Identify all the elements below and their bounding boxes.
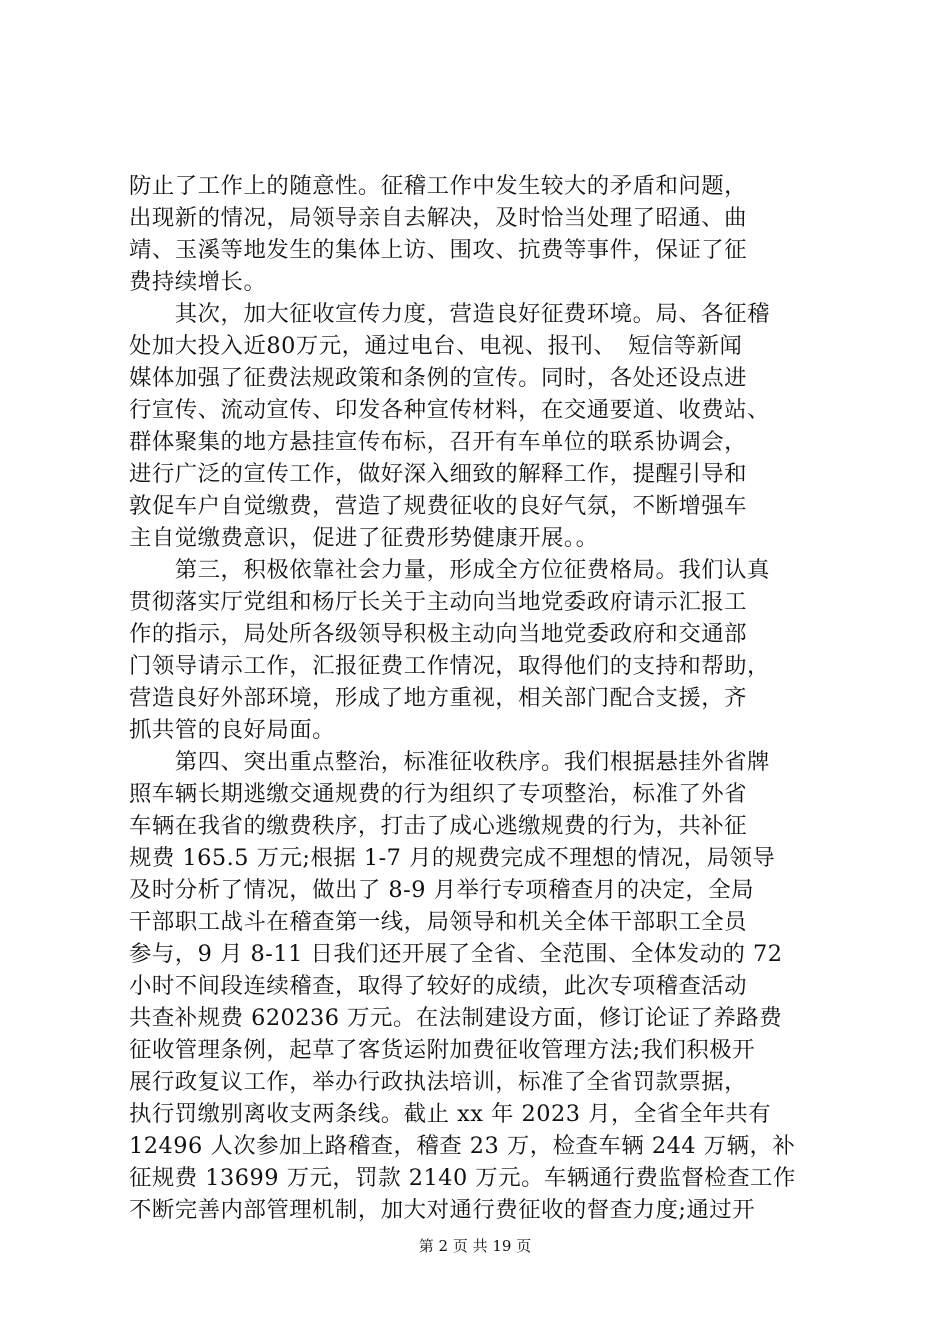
text-line: 行宣传、流动宣传、印发各种宣传材料，在交通要道、收费站、 [129,397,770,423]
text-line: 执行罚缴别离收支两条线。截止 xx 年 2023 月，全省全年共有 [129,1101,772,1127]
text-line: 群体聚集的地方悬挂宣传布标，召开有车单位的联系协调会， [129,429,748,455]
text-line: 展行政复议工作，举办行政执法培训，标准了全省罚款票据， [129,1069,748,1095]
text-line: 小时不间段连续稽查，取得了较好的成绩，此次专项稽查活动 [129,973,748,999]
text-line: 征规费 13699 万元，罚款 2140 万元。车辆通行费监督检查工作 [129,1165,796,1191]
text-line: 抓共管的良好局面。 [129,717,336,743]
text-line: 主自觉缴费意识，促进了征费形势健康开展。。 [129,525,599,551]
text-line: 媒体加强了征费法规政策和条例的宣传。同时，各处还设点进 [129,365,748,391]
document-body [129,170,830,1226]
text-line: 作的指示，局处所各级领导积极主动向当地党委政府和交通部 [129,621,748,647]
text-line: 照车辆长期逃缴交通规费的行为组织了专项整治，标准了外省 [129,781,748,807]
text-line: 规费 165.5 万元;根据 1-7 月的规费完成不理想的情况，局领导 [129,845,776,871]
text-line: 费持续增长。 [129,269,267,295]
text-line: 及时分析了情况，做出了 8-9 月举行专项稽查月的决定，全局 [129,877,755,903]
text-line: 处加大投入近80万元，通过电台、电视、报刊、 短信等新闻 [129,333,743,359]
text-line: 贯彻落实厅党组和杨厅长关于主动向当地党委政府请示汇报工 [129,589,748,615]
text-line: 第四、突出重点整治，标准征收秩序。我们根据悬挂外省牌 [129,749,770,775]
page-number-footer: 第 2 页 共 19 页 [418,1237,532,1255]
text-line: 门领导请示工作，汇报征费工作情况，取得他们的支持和帮助， [129,653,770,679]
text-line: 干部职工战斗在稽查第一线，局领导和机关全体干部职工全员 [129,909,748,935]
text-line: 共查补规费 620236 万元。在法制建设方面，修订论证了养路费 [129,1005,783,1031]
text-line: 12496 人次参加上路稽查，稽查 23 万，检查车辆 244 万辆，补 [129,1133,796,1159]
text-line: 进行广泛的宣传工作，做好深入细致的解释工作，提醒引导和 [129,461,748,487]
text-line: 征收管理条例，起草了客货运附加费征收管理方法;我们积极开 [129,1037,756,1063]
text-line: 参与，9 月 8-11 日我们还开展了全省、全范围、全体发动的 72 [129,941,783,967]
text-line: 出现新的情况，局领导亲自去解决，及时恰当处理了昭通、曲 [129,205,748,231]
text-line: 靖、玉溪等地发生的集体上访、围攻、抗费等事件，保证了征 [129,237,748,263]
text-line: 其次，加大征收宣传力度，营造良好征费环境。局、各征稽 [129,301,770,327]
text-line: 车辆在我省的缴费秩序，打击了成心逃缴规费的行为，共补征 [129,813,748,839]
text-line: 敦促车户自觉缴费，营造了规费征收的良好气氛，不断增强车 [129,493,748,519]
text-line: 第三，积极依靠社会力量，形成全方位征费格局。我们认真 [129,557,770,583]
text-line: 不断完善内部管理机制，加大对通行费征收的督查力度;通过开 [129,1197,756,1223]
text-line: 防止了工作上的随意性。征稽工作中发生较大的矛盾和问题， [129,173,748,199]
text-line: 营造良好外部环境，形成了地方重视，相关部门配合支援，齐 [129,685,748,711]
